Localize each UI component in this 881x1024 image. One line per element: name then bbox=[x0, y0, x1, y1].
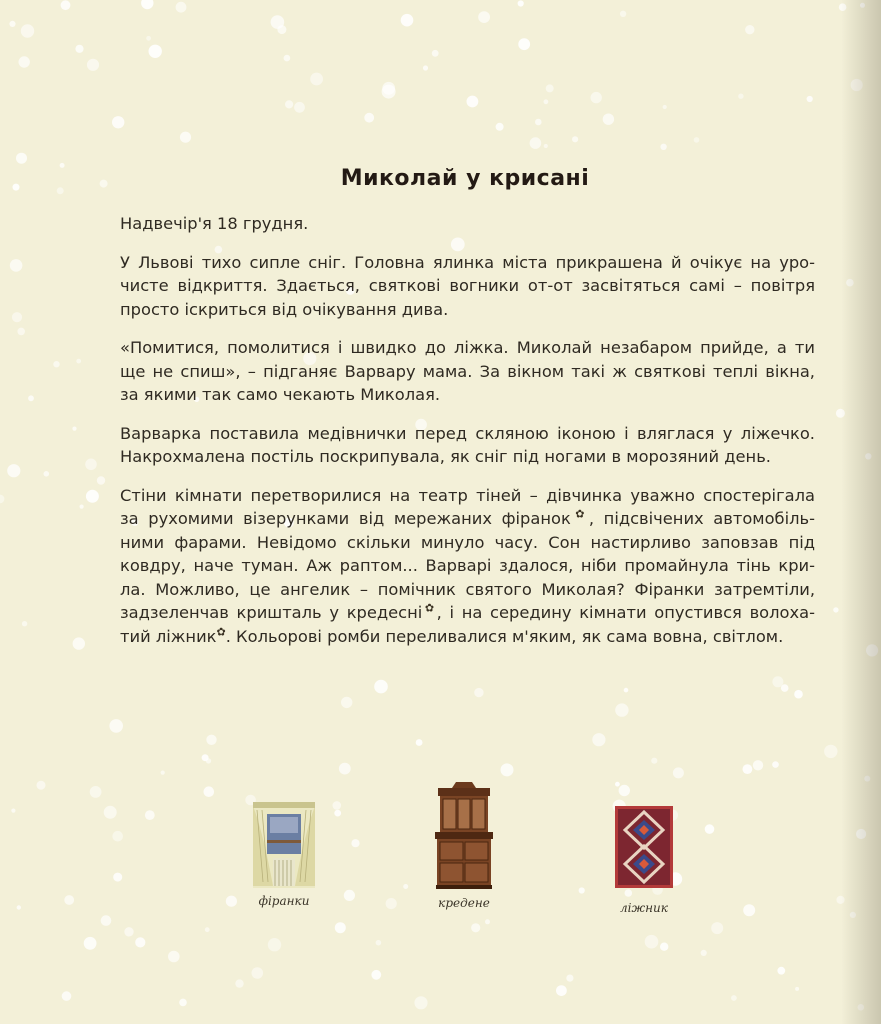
snow-dot bbox=[701, 950, 707, 956]
snow-dot bbox=[344, 890, 355, 901]
snow-dot bbox=[619, 785, 630, 796]
snow-dot bbox=[10, 259, 23, 272]
snow-dot bbox=[80, 505, 84, 509]
snow-dot bbox=[572, 136, 578, 142]
snow-dot bbox=[738, 94, 743, 99]
snow-dot bbox=[335, 922, 346, 933]
snow-dot bbox=[72, 427, 76, 431]
snow-dot bbox=[17, 905, 21, 909]
text-line: Накрохмалена постіль поскрипувала, як сніг під ногами в морозяний день. bbox=[120, 447, 771, 466]
snow-dot bbox=[579, 887, 585, 893]
snow-dot bbox=[112, 831, 123, 842]
paragraph bbox=[120, 251, 815, 322]
snow-dot bbox=[84, 937, 97, 950]
snow-dot bbox=[135, 937, 145, 947]
text-line: Надвечір'я 18 грудня. bbox=[120, 214, 309, 233]
snow-dot bbox=[161, 771, 165, 775]
snow-dot bbox=[112, 116, 124, 128]
snow-dot bbox=[694, 137, 700, 143]
snow-dot bbox=[251, 967, 263, 979]
snow-dot bbox=[19, 56, 30, 67]
snow-dot bbox=[743, 764, 753, 774]
snow-dot bbox=[535, 119, 542, 126]
snow-dot bbox=[101, 915, 112, 926]
snow-dot bbox=[109, 719, 123, 733]
snow-dot bbox=[341, 697, 352, 708]
text-line: Варварка поставила медівнички перед скляною іконою і вляглася у ліжечко. bbox=[120, 423, 815, 443]
snow-dot bbox=[731, 995, 737, 1001]
snow-dot bbox=[0, 495, 4, 504]
snow-dot bbox=[660, 144, 666, 150]
snow-dot bbox=[235, 979, 243, 987]
snow-dot bbox=[351, 839, 359, 847]
caption-cupboard: кредене bbox=[438, 896, 490, 910]
snow-dot bbox=[206, 735, 216, 745]
snow-dot bbox=[44, 471, 50, 477]
snow-dot bbox=[61, 0, 71, 10]
snow-dot bbox=[53, 361, 59, 367]
snow-dot bbox=[204, 786, 215, 797]
snow-dot bbox=[772, 676, 783, 687]
text-line: У Львові тихо сипле сніг. Головна ялинка міста прикрашена й очікує на уро- bbox=[120, 252, 815, 272]
snow-dot bbox=[501, 763, 514, 776]
snow-dot bbox=[382, 82, 395, 95]
caption-curtains: фіранки bbox=[258, 894, 310, 908]
rug-icon bbox=[615, 806, 673, 888]
snow-dot bbox=[374, 680, 388, 694]
paragraph bbox=[120, 484, 815, 649]
snow-dot bbox=[285, 100, 293, 108]
snow-dot bbox=[284, 55, 291, 62]
snow-dot bbox=[663, 105, 667, 109]
snow-dot bbox=[268, 938, 281, 951]
story-text bbox=[120, 212, 815, 663]
snow-dot bbox=[485, 919, 490, 924]
snow-dot bbox=[401, 14, 414, 27]
text-line: ла. Можливо, це ангелик – помічник святого Миколая? Фіранки затремтіли, bbox=[120, 579, 815, 599]
snow-dot bbox=[794, 690, 803, 699]
snow-dot bbox=[833, 607, 838, 612]
snow-dot bbox=[807, 96, 813, 102]
snow-dot bbox=[294, 102, 305, 113]
snow-dot bbox=[772, 761, 779, 768]
snow-dot bbox=[478, 11, 490, 23]
snow-dot bbox=[625, 889, 633, 897]
text-line: ще не спиш», – підганяє Варвару мама. За вікном такі ж святкові теплі вікна, bbox=[120, 361, 815, 381]
snow-dot bbox=[496, 123, 504, 131]
text-line: Стіни кімнати перетворилися на театр тіней – дівчинка уважно спостерігала bbox=[120, 485, 815, 505]
snow-dot bbox=[414, 996, 427, 1009]
paragraph bbox=[120, 212, 815, 236]
snow-dot bbox=[168, 951, 180, 963]
snow-dot bbox=[202, 754, 209, 761]
cupboard-icon bbox=[432, 780, 496, 890]
snow-dot bbox=[592, 733, 605, 746]
text-line: ковдру, наче туман. Аж раптом... Варварі здалося, ніби промайнула тінь кри- bbox=[120, 556, 815, 575]
snow-dot bbox=[11, 809, 15, 813]
snow-dot bbox=[64, 895, 74, 905]
caption-rug: ліжник bbox=[620, 901, 668, 915]
text-line: ними фарами. Невідомо скільки минуло часу. Сон настирливо заповзав під bbox=[120, 532, 815, 552]
snow-dot bbox=[416, 739, 423, 746]
snow-dot bbox=[37, 781, 46, 790]
snow-dot bbox=[673, 767, 684, 778]
snow-dot bbox=[85, 459, 97, 471]
snow-dot bbox=[371, 970, 381, 980]
snow-dot bbox=[364, 113, 374, 123]
paragraph bbox=[120, 422, 815, 469]
snow-dot bbox=[334, 810, 341, 817]
curtain-icon bbox=[253, 802, 315, 888]
snow-dot bbox=[73, 637, 85, 649]
text-line: просто іскриться від очікування дива. bbox=[120, 299, 449, 319]
snow-dot bbox=[566, 975, 573, 982]
text-line: за якими так само чекають Миколая. bbox=[120, 385, 441, 404]
snow-dot bbox=[90, 786, 102, 798]
snow-dot bbox=[615, 782, 620, 787]
snow-dot bbox=[146, 36, 151, 41]
snow-dot bbox=[467, 96, 479, 108]
snow-dot bbox=[12, 312, 22, 322]
snow-dot bbox=[310, 73, 323, 86]
snow-dot bbox=[176, 2, 187, 13]
snow-dot bbox=[711, 922, 723, 934]
page-title: Миколай у крисані bbox=[340, 166, 590, 191]
snow-dot bbox=[518, 0, 524, 6]
snow-dot bbox=[705, 824, 715, 834]
snow-dot bbox=[333, 801, 342, 810]
snow-dot bbox=[17, 328, 25, 336]
snow-dot bbox=[97, 476, 105, 484]
snow-dot bbox=[86, 490, 99, 503]
snow-dot bbox=[7, 464, 20, 477]
snow-dot bbox=[423, 65, 428, 70]
snow-dot bbox=[403, 884, 408, 889]
snow-dot bbox=[179, 999, 187, 1007]
snow-dot bbox=[651, 758, 657, 764]
snow-dot bbox=[615, 703, 628, 716]
snow-dot bbox=[795, 987, 799, 991]
text-line: задзеленчав кришталь у кредесні✿, і на середину кімнати опустився волоха- bbox=[120, 601, 815, 622]
snow-dot bbox=[226, 896, 237, 907]
snow-dot bbox=[660, 943, 668, 951]
snow-dot bbox=[62, 991, 72, 1001]
snow-dot bbox=[376, 940, 382, 946]
snow-dot bbox=[87, 59, 99, 71]
footnote-flower-icon: ✿ bbox=[570, 507, 589, 521]
snow-dot bbox=[556, 985, 567, 996]
snow-dot bbox=[624, 688, 629, 693]
snow-dot bbox=[28, 395, 34, 401]
snow-dot bbox=[530, 137, 542, 149]
snow-dot bbox=[141, 0, 153, 9]
snow-dot bbox=[591, 92, 602, 103]
snow-dot bbox=[745, 25, 754, 34]
snow-dot bbox=[474, 688, 483, 697]
snow-dot bbox=[544, 99, 549, 104]
snow-dot bbox=[16, 153, 27, 164]
snow-dot bbox=[113, 873, 122, 882]
snow-dot bbox=[386, 898, 397, 909]
snow-dot bbox=[277, 25, 286, 34]
snow-dot bbox=[149, 45, 162, 58]
text-line: «Помитися, помолитися і швидко до ліжка. Миколай незабаром прийде, а ти bbox=[120, 338, 815, 357]
snow-dot bbox=[145, 810, 155, 820]
page-edge-shadow bbox=[841, 0, 881, 1024]
snow-dot bbox=[471, 923, 480, 932]
paragraph bbox=[120, 336, 815, 407]
snow-dot bbox=[75, 45, 83, 53]
snow-dot bbox=[620, 11, 626, 17]
snow-dot bbox=[124, 927, 133, 936]
snow-dot bbox=[645, 935, 659, 949]
text-line: за рухомими візерунками від мережаних фіранок✿, підсвічених автомобіль- bbox=[120, 507, 815, 528]
text-line: тий ліжник✿. Кольорові ромби переливалися м'яким, як сама вовна, світлом. bbox=[120, 625, 784, 646]
footnote-flower-icon: ✿ bbox=[422, 601, 437, 615]
snow-dot bbox=[432, 50, 439, 57]
snow-dot bbox=[9, 21, 15, 27]
text-line: чисте відкриття. Здається, святкові вогники от-от засвітяться самі – повітря bbox=[120, 276, 815, 295]
snow-dot bbox=[777, 967, 785, 975]
snow-dot bbox=[753, 760, 763, 770]
snow-dot bbox=[544, 144, 548, 148]
snow-dot bbox=[21, 24, 34, 37]
snow-dot bbox=[104, 806, 117, 819]
snow-dot bbox=[781, 684, 789, 692]
snow-dot bbox=[603, 114, 614, 125]
snow-dot bbox=[76, 359, 81, 364]
snow-dot bbox=[518, 38, 530, 50]
snow-dot bbox=[22, 621, 27, 626]
snow-dot bbox=[205, 927, 210, 932]
snow-dot bbox=[180, 132, 191, 143]
snow-dot bbox=[743, 904, 755, 916]
snow-dot bbox=[546, 84, 554, 92]
snow-dot bbox=[824, 745, 837, 758]
snow-dot bbox=[339, 763, 351, 775]
footnote-flower-icon: ✿ bbox=[216, 625, 226, 639]
